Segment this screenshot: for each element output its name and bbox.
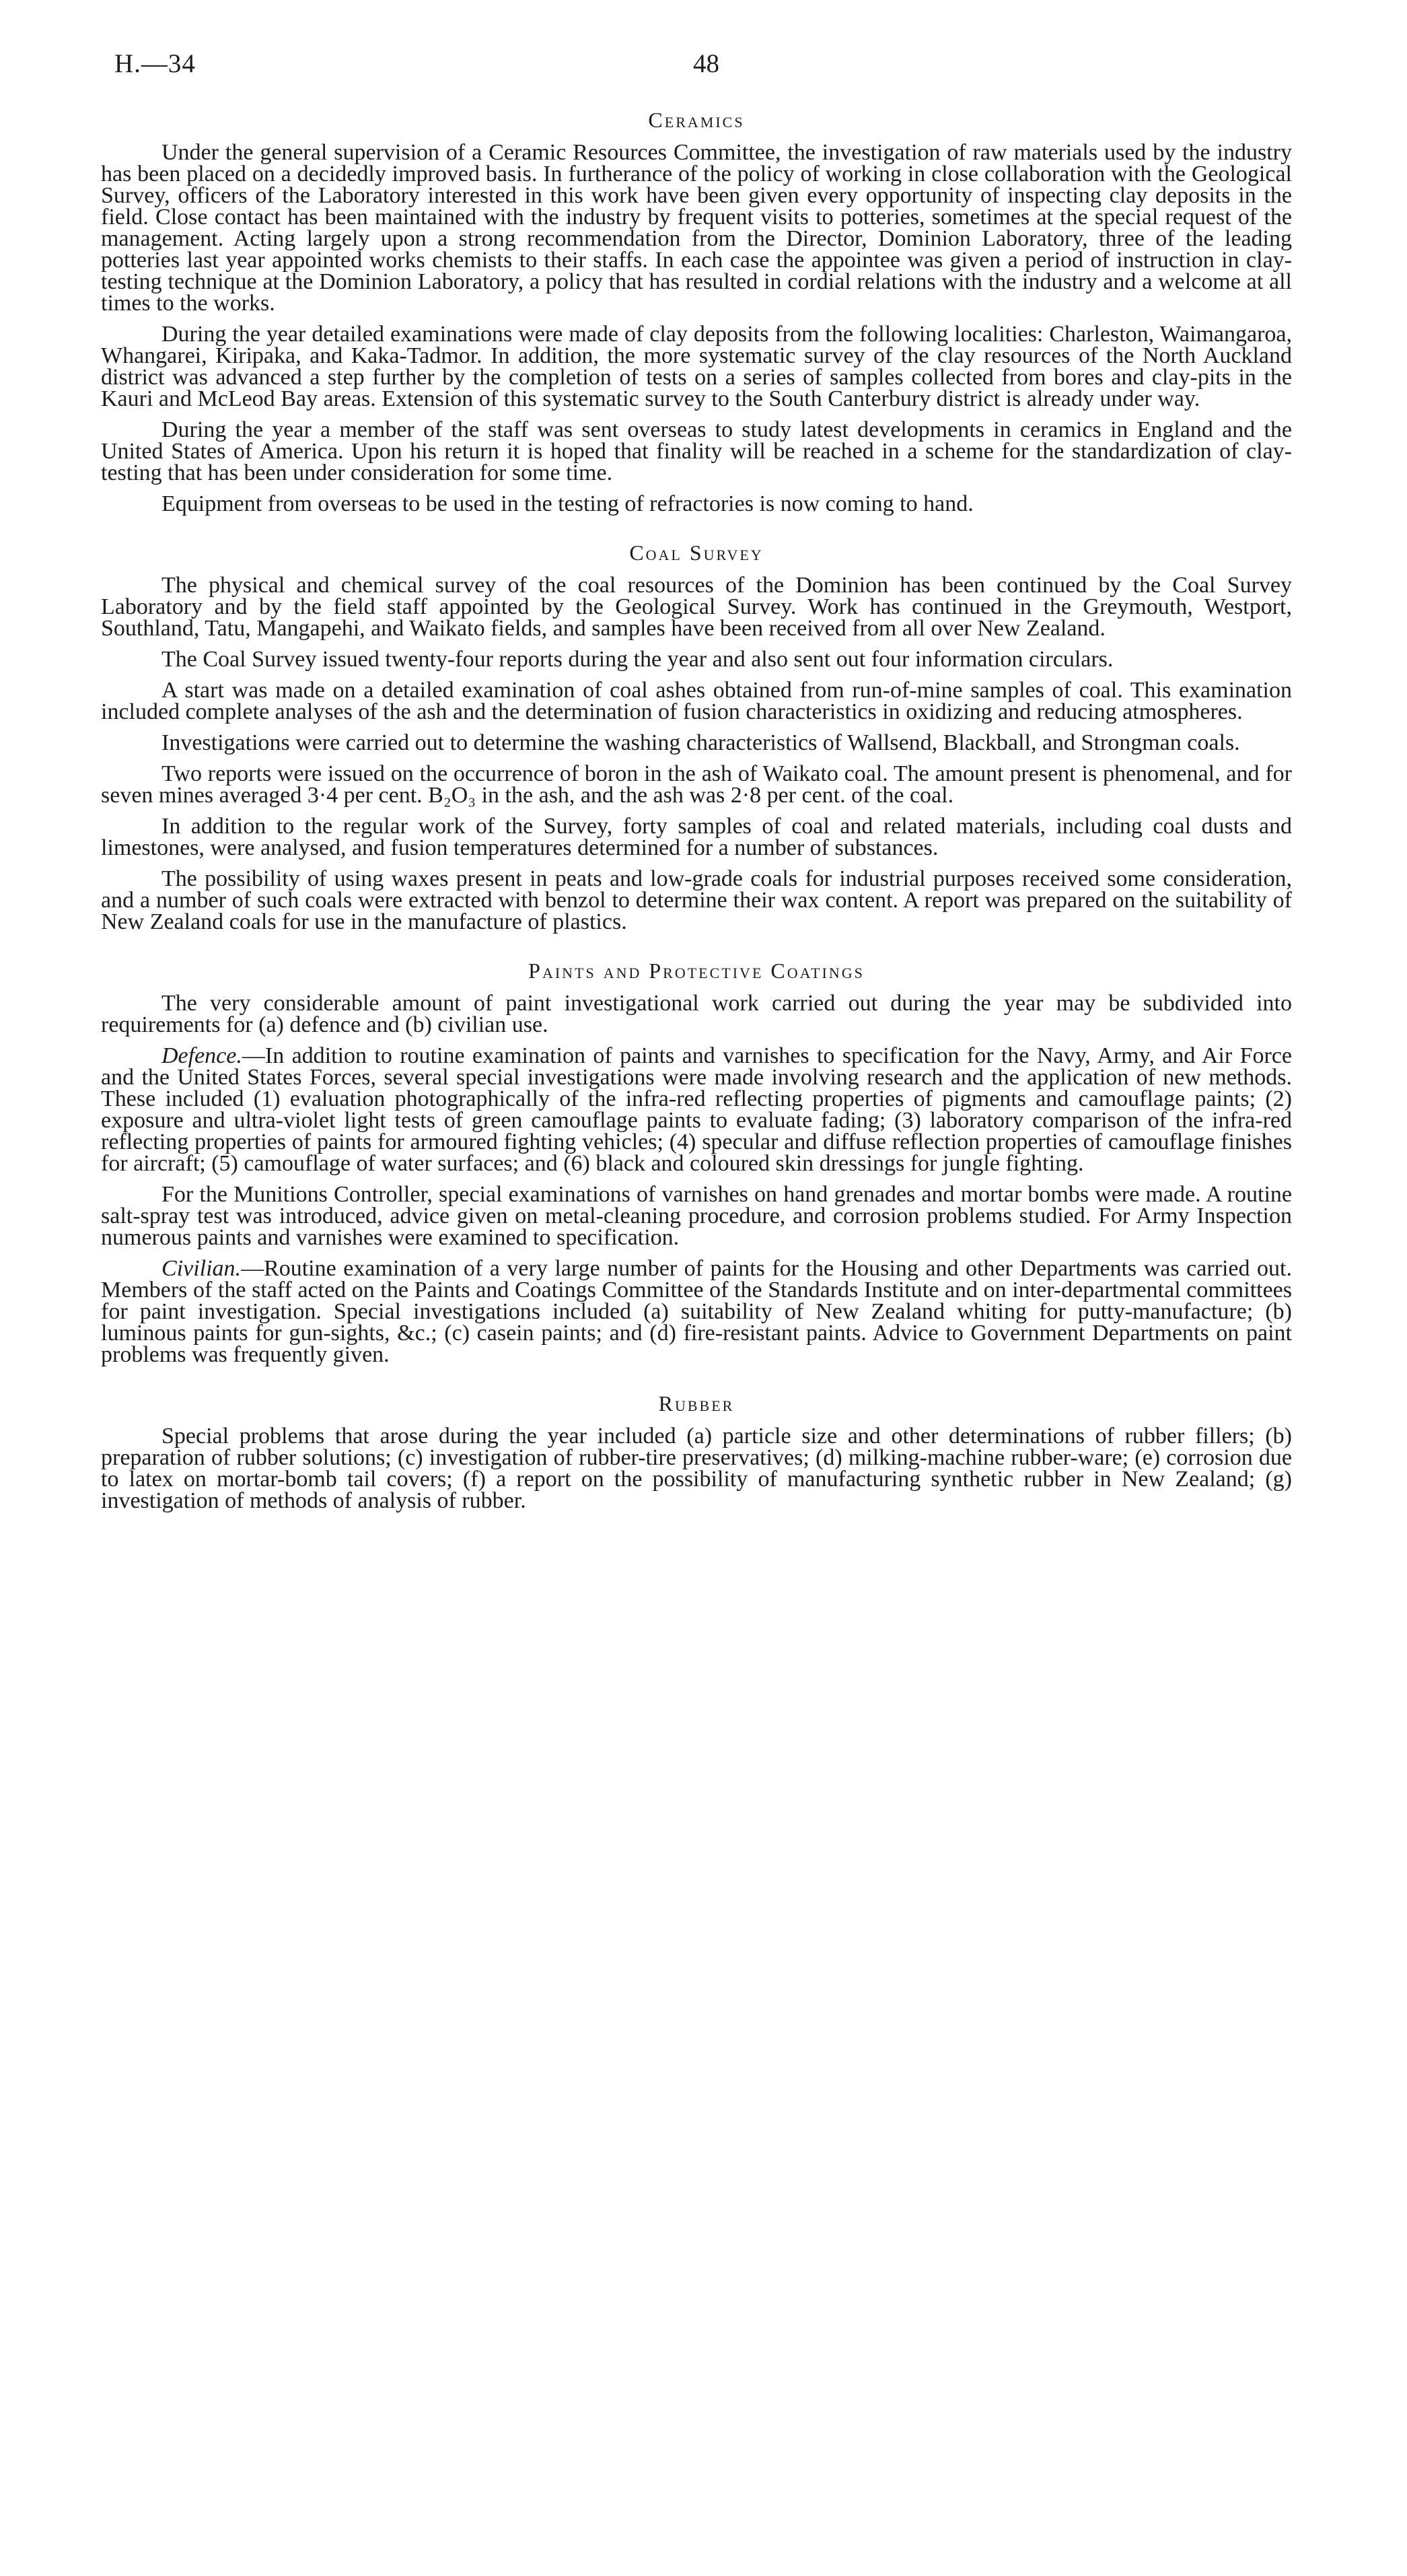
paragraph (101, 993, 1292, 1036)
document-reference: H.—34 (114, 49, 196, 78)
paragraph-text: The possibility of using waxes present in peats and low-grade coals for industrial purposes received some consideration, and a number of such coals were extracted with benzol to determine their wax content. A report was prepared on the suitability of New Zealand coals for use in the manufacture of plastics. (101, 866, 1292, 934)
paragraph-text: Two reports were issued on the occurrence of boron in the ash of Waikato coal. The amount present is phenomenal, and for seven mines averaged 3·4 per cent. B₂O₃ in the ash, and the ash was 2·8 per cent. of the coal. (101, 761, 1292, 808)
document-page (101, 34, 1292, 1521)
paragraph (101, 324, 1292, 410)
paragraph-text: During the year a member of the staff was sent overseas to study latest developments in ceramics in England and the United States of America. Upon his return it is hoped that finality will be reached in a scheme for the standardization of clay-testing that has been under consideration for some time. (101, 417, 1292, 485)
paragraph-text: For the Munitions Controller, special examinations of varnishes on hand grenades and mortar bombs were made. A routine salt-spray test was introduced, advice given on metal-cleaning procedure, and corrosion problems studied. For Army Inspection numerous paints and varnishes were examined to specification. (101, 1182, 1292, 1250)
paragraph-text: During the year detailed examinations were made of clay deposits from the following localities: Charleston, Waimangaroa, Whangarei, Kiripaka, and Kaka-Tadmor. In addition, the more systematic survey of the clay resources of the North Auckland district was advanced a step further by the completion of tests on a series of samples collected from bores and clay-pits in the Kauri and McLeod Bay areas. Extension of this systematic survey to the South Canterbury district is already under way. (101, 322, 1292, 411)
section-heading: Ceramics (648, 108, 745, 132)
paragraph (101, 493, 1292, 515)
paragraph (101, 142, 1292, 314)
section-paints-and-protective-coatings (101, 959, 1292, 1366)
section-heading: Paints and Protective Coatings (528, 959, 865, 983)
paragraph (101, 1184, 1292, 1249)
paragraph-text: The physical and chemical survey of the coal resources of the Dominion has been continued by the Coal Survey Laboratory and by the field staff appointed by the Geological Survey. Work has continued in the Greymouth, Westport, Southland, Tatu, Mangapehi, and Waikato fields, and samples have been received from all over New Zealand. (101, 573, 1292, 641)
paragraph-text: —In addition to routine examination of paints and varnishes to specification for the Navy, Army, and Air Force and the United States Forces, several special investigations were made involving research and the application of new methods. These included (1) evaluation photographically of the infra-red reflecting properties of pigments and camouflage paints; (2) exposure and ultra-violet light tests of green camouflage paints to evaluate fading; (3) laboratory comparison of the infra-red reflecting properties of paints for armoured fighting vehicles; (4) specular and diffuse reflection properties of camouflage finishes for aircraft; (5) camouflage of water surfaces; and (6) black and coloured skin dressings for jungle fighting. (101, 1043, 1292, 1176)
paragraph (101, 868, 1292, 933)
paragraph (101, 680, 1292, 723)
paragraph-text: In addition to the regular work of the Survey, forty samples of coal and related materials, including coal dusts and limestones, were analysed, and fusion temperatures determined for a number of substances. (101, 814, 1292, 860)
paragraph-text: Special problems that arose during the year included (a) particle size and other determinations of rubber fillers; (b) preparation of rubber solutions; (c) investigation of rubber-tire preservatives; (d) milking-machine rubber-ware; (e) corrosion due to latex on mortar-bomb tail covers; (f) a report on the possibility of manufacturing synthetic rubber in New Zealand; (g) investigation of methods of analysis of rubber. (101, 1424, 1292, 1513)
paragraph-text: Investigations were carried out to determine the washing characteristics of Wallsend, Blackball, and Strongman coals. (161, 730, 1240, 755)
paragraph (101, 649, 1292, 670)
section-ceramics (101, 108, 1292, 515)
paragraph-lead: Defence. (161, 1043, 242, 1068)
running-head (101, 34, 1292, 81)
page-number: 48 (693, 49, 719, 78)
paragraph-text: Equipment from overseas to be used in the testing of refractories is now coming to hand. (161, 491, 974, 516)
paragraph (101, 575, 1292, 639)
paragraph (101, 419, 1292, 484)
paragraph-lead: Civilian. (161, 1256, 242, 1281)
paragraph (101, 1258, 1292, 1366)
section-heading: Coal Survey (629, 541, 764, 565)
paragraph (101, 1426, 1292, 1512)
paragraph-text: Under the general supervision of a Ceramic Resources Committee, the investigation of raw materials used by the industry has been placed on a decidedly improved basis. In furtherance of the policy of working in close collaboration with the Geological Survey, officers of the Laboratory interested in this work have been given every opportunity of inspecting clay deposits in the field. Close contact has been maintained with the industry by frequent visits to potteries, sometimes at the special request of the management. Acting largely upon a strong recommendation from the Director, Dominion Laboratory, three of the leading potteries last year appointed works chemists to their staffs. In each case the appointee was given a period of instruction in clay-testing technique at the Dominion Laboratory, a policy that has resulted in cordial relations with the industry and a welcome at all times to the works. (101, 140, 1292, 316)
section-rubber (101, 1391, 1292, 1512)
paragraph-text: The Coal Survey issued twenty-four reports during the year and also sent out four information circulars. (161, 647, 1114, 672)
paragraph-text: A start was made on a detailed examination of coal ashes obtained from run-of-mine samples of coal. This examination included complete analyses of the ash and the determination of fusion characteristics in oxidizing and reducing atmospheres. (101, 678, 1292, 724)
section-coal-survey (101, 541, 1292, 933)
paragraph (101, 816, 1292, 859)
paragraph (101, 763, 1292, 806)
paragraph-text: The very considerable amount of paint investigational work carried out during the year may be subdivided into requirements for (a) defence and (b) civilian use. (101, 991, 1292, 1037)
paragraph (101, 732, 1292, 754)
paragraph (101, 1045, 1292, 1175)
section-heading: Rubber (658, 1391, 735, 1416)
paragraph-text: —Routine examination of a very large number of paints for the Housing and other Departments was carried out. Members of the staff acted on the Paints and Coatings Committee of the Standards Institute and on inter-departmental committees for paint investigation. Special investigations included (a) suitability of New Zealand whiting for putty-manufacture; (b) luminous paints for gun-sights, &c.; (c) casein paints; and (d) fire-resistant paints. Advice to Government Departments on paint problems was frequently given. (101, 1256, 1292, 1367)
